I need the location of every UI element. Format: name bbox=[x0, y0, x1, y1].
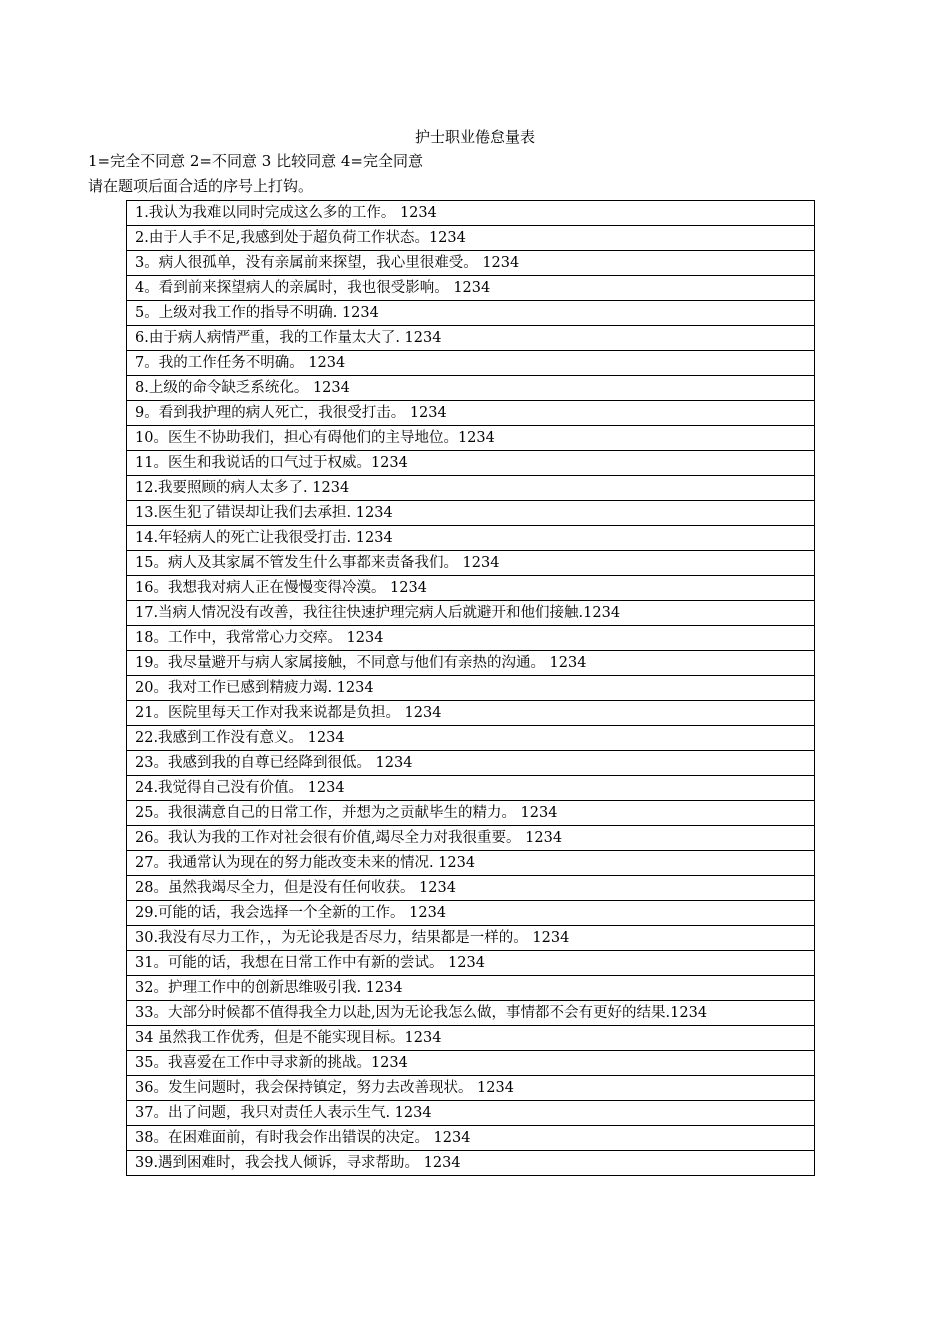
question-item: 6.由于病人病情严重，我的工作量太大了. 1234 bbox=[127, 326, 815, 351]
table-row bbox=[127, 1076, 815, 1101]
question-item: 20。我对工作已感到精疲力竭. 1234 bbox=[127, 676, 815, 701]
question-item: 8.上级的命令缺乏系统化。 1234 bbox=[127, 376, 815, 401]
questionnaire-table bbox=[126, 200, 815, 1176]
table-row bbox=[127, 251, 815, 276]
question-item: 7。我的工作任务不明确。 1234 bbox=[127, 351, 815, 376]
table-row bbox=[127, 301, 815, 326]
question-item: 1.我认为我难以同时完成这么多的工作。 1234 bbox=[127, 201, 815, 226]
question-item: 29.可能的话，我会选择一个全新的工作。 1234 bbox=[127, 901, 815, 926]
table-row bbox=[127, 551, 815, 576]
table-row bbox=[127, 851, 815, 876]
table-row bbox=[127, 626, 815, 651]
questionnaire-body bbox=[127, 201, 815, 1176]
question-item: 3。病人很孤单，没有亲属前来探望，我心里很难受。 1234 bbox=[127, 251, 815, 276]
instruction-text: 请在题项后面合适的序号上打钩。 bbox=[88, 177, 314, 195]
question-item: 34 虽然我工作优秀，但是不能实现目标。1234 bbox=[127, 1026, 815, 1051]
question-item: 14.年轻病人的死亡让我很受打击. 1234 bbox=[127, 526, 815, 551]
question-item: 10。医生不协助我们，担心有碍他们的主导地位。1234 bbox=[127, 426, 815, 451]
table-row bbox=[127, 676, 815, 701]
question-item: 26。我认为我的工作对社会很有价值,竭尽全力对我很重要。 1234 bbox=[127, 826, 815, 851]
table-row bbox=[127, 526, 815, 551]
question-item: 19。我尽量避开与病人家属接触，不同意与他们有亲热的沟通。 1234 bbox=[127, 651, 815, 676]
question-item: 33。大部分时候都不值得我全力以赴,因为无论我怎么做，事情都不会有更好的结果.1234 bbox=[127, 1001, 815, 1026]
question-item: 31。可能的话，我想在日常工作中有新的尝试。 1234 bbox=[127, 951, 815, 976]
question-item: 25。我很满意自己的日常工作，并想为之贡献毕生的精力。 1234 bbox=[127, 801, 815, 826]
table-row bbox=[127, 401, 815, 426]
question-item: 38。在困难面前，有时我会作出错误的决定。 1234 bbox=[127, 1126, 815, 1151]
question-item: 39.遇到困难时，我会找人倾诉，寻求帮助。 1234 bbox=[127, 1151, 815, 1176]
table-row bbox=[127, 926, 815, 951]
question-item: 13.医生犯了错误却让我们去承担. 1234 bbox=[127, 501, 815, 526]
table-row bbox=[127, 751, 815, 776]
table-row bbox=[127, 1051, 815, 1076]
question-item: 23。我感到我的自尊已经降到很低。 1234 bbox=[127, 751, 815, 776]
table-row bbox=[127, 501, 815, 526]
table-row bbox=[127, 351, 815, 376]
table-row bbox=[127, 801, 815, 826]
question-item: 5。上级对我工作的指导不明确. 1234 bbox=[127, 301, 815, 326]
question-item: 15。病人及其家属不管发生什么事都来责备我们。 1234 bbox=[127, 551, 815, 576]
question-item: 16。我想我对病人正在慢慢变得冷漠。 1234 bbox=[127, 576, 815, 601]
question-item: 36。发生问题时，我会保持镇定，努力去改善现状。 1234 bbox=[127, 1076, 815, 1101]
table-row bbox=[127, 701, 815, 726]
table-row bbox=[127, 1101, 815, 1126]
table-row bbox=[127, 601, 815, 626]
rating-scale-legend: 1=完全不同意 2=不同意 3 比较同意 4=完全同意 bbox=[88, 152, 423, 170]
table-row bbox=[127, 376, 815, 401]
table-row bbox=[127, 1126, 815, 1151]
table-row bbox=[127, 576, 815, 601]
question-item: 21。医院里每天工作对我来说都是负担。 1234 bbox=[127, 701, 815, 726]
table-row bbox=[127, 726, 815, 751]
question-item: 17.当病人情况没有改善，我往往快速护理完病人后就避开和他们接触.1234 bbox=[127, 601, 815, 626]
table-row bbox=[127, 201, 815, 226]
question-item: 11。医生和我说话的口气过于权威。1234 bbox=[127, 451, 815, 476]
question-item: 18。工作中，我常常心力交瘁。 1234 bbox=[127, 626, 815, 651]
question-item: 35。我喜爱在工作中寻求新的挑战。1234 bbox=[127, 1051, 815, 1076]
table-row bbox=[127, 276, 815, 301]
table-row bbox=[127, 1001, 815, 1026]
page-title: 护士职业倦怠量表 bbox=[414, 128, 535, 146]
table-row bbox=[127, 876, 815, 901]
question-item: 28。虽然我竭尽全力，但是没有任何收获。 1234 bbox=[127, 876, 815, 901]
table-row bbox=[127, 976, 815, 1001]
table-row bbox=[127, 951, 815, 976]
question-item: 22.我感到工作没有意义。 1234 bbox=[127, 726, 815, 751]
question-item: 24.我觉得自己没有价值。 1234 bbox=[127, 776, 815, 801]
question-item: 32。护理工作中的创新思维吸引我. 1234 bbox=[127, 976, 815, 1001]
question-item: 2.由于人手不足,我感到处于超负荷工作状态。1234 bbox=[127, 226, 815, 251]
question-item: 12.我要照顾的病人太多了. 1234 bbox=[127, 476, 815, 501]
table-row bbox=[127, 776, 815, 801]
table-row bbox=[127, 1151, 815, 1176]
table-row bbox=[127, 901, 815, 926]
question-item: 37。出了问题，我只对责任人表示生气. 1234 bbox=[127, 1101, 815, 1126]
question-item: 4。看到前来探望病人的亲属时，我也很受影响。 1234 bbox=[127, 276, 815, 301]
table-row bbox=[127, 426, 815, 451]
question-item: 9。看到我护理的病人死亡，我很受打击。 1234 bbox=[127, 401, 815, 426]
table-row bbox=[127, 226, 815, 251]
table-row bbox=[127, 476, 815, 501]
question-item: 30.我没有尽力工作，，为无论我是否尽力，结果都是一样的。 1234 bbox=[127, 926, 815, 951]
question-item: 27。我通常认为现在的努力能改变未来的情况. 1234 bbox=[127, 851, 815, 876]
table-row bbox=[127, 1026, 815, 1051]
table-row bbox=[127, 451, 815, 476]
table-row bbox=[127, 651, 815, 676]
table-row bbox=[127, 826, 815, 851]
table-row bbox=[127, 326, 815, 351]
